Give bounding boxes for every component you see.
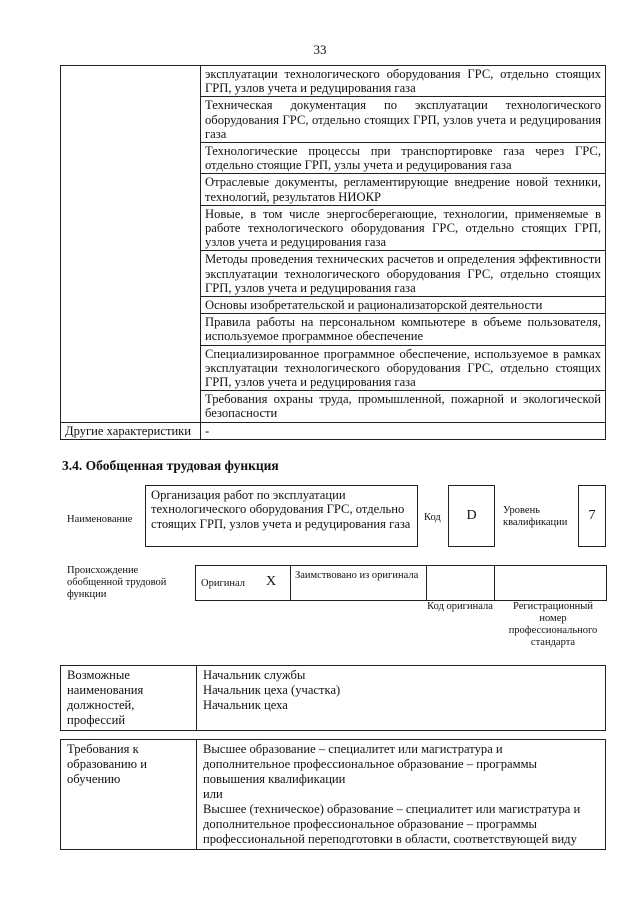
education-line: дополнительное профессиональное образование – программы	[203, 817, 538, 831]
education-line: дополнительное профессиональное образование – программы	[203, 757, 538, 771]
code-box: D	[448, 485, 495, 547]
origin-code-cell	[427, 566, 495, 600]
knowledge-item: Требования охраны труда, промышленной, пожарной и экологической безопасности	[201, 391, 606, 422]
knowledge-item: Техническая документация по эксплуатации технологического оборудования ГРС, отдельно стоящих ГРП, узлов учета и редуцирования газа	[201, 97, 606, 143]
education-line: повышения квалификации	[203, 772, 346, 786]
table-row	[61, 740, 606, 850]
knowledge-item: эксплуатации технологического оборудования ГРС, отдельно стоящих ГРП, узлов учета и редуцирования газа	[201, 66, 606, 97]
education-line: профессиональной переподготовки в области, соответствующей виду	[203, 832, 577, 846]
code-label: Код	[424, 512, 441, 523]
positions-values	[197, 666, 606, 731]
level-label: Уровень квалификации	[503, 505, 568, 528]
position-item: Начальник службы	[203, 668, 306, 682]
knowledge-item: Правила работы на персональном компьютере в объеме пользователя, используемое программное обеспечение	[201, 314, 606, 345]
table-row	[61, 66, 606, 97]
origin-box	[195, 565, 607, 601]
knowledge-item: Отраслевые документы, регламентирующие внедрение новой техники, технологий, результатов НИОКР	[201, 174, 606, 205]
original-cell	[196, 566, 291, 600]
function-name-box: Организация работ по эксплуатации технологического оборудования ГРС, отдельно стоящих ГРП, узлов учета и редуцирования газа	[145, 485, 418, 547]
table-row	[61, 666, 606, 731]
knowledge-item: Методы проведения технических расчетов и определения эффективности эксплуатации технологического оборудования ГРС, отдельно стоящих ГРП, узлов учета и редуцирования газа	[201, 251, 606, 297]
name-label: Наименование	[67, 514, 133, 525]
education-line: Высшее (техническое) образование – специалитет или магистратура и	[203, 802, 581, 816]
education-line: или	[203, 787, 223, 801]
education-line: Высшее образование – специалитет или магистратура и	[203, 742, 503, 756]
knowledge-item: Основы изобретательской и рационализаторской деятельности	[201, 297, 606, 314]
positions-table	[60, 665, 606, 731]
borrowed-label: Заимствовано из оригинала	[295, 570, 419, 581]
level-box: 7	[578, 485, 606, 547]
table-row	[61, 422, 606, 439]
borrowed-cell	[291, 566, 427, 600]
knowledge-item: Специализированное программное обеспечение, используемое в рамках эксплуатации технологического оборудования ГРС, отдельно стоящих ГРП, узлов учета и редуцирования газа	[201, 345, 606, 391]
registration-number-cell	[495, 566, 606, 600]
registration-caption: Регистрационный номер профессионального стандарта	[508, 601, 598, 648]
knowledge-item: Технологические процессы при транспортировке газа через ГРС, отдельно стоящие ГРП, узлы учета и редуцирования газа	[201, 143, 606, 174]
page-number: 33	[313, 42, 327, 57]
knowledge-item: Новые, в том числе энергосберегающие, технологии, применяемые в работе технологического оборудования ГРС, отдельно стоящих ГРП, узлов учета и редуцирования газа	[201, 205, 606, 251]
code-caption: Код оригинала	[427, 601, 493, 612]
other-characteristics-value: -	[201, 422, 606, 439]
original-label: Оригинал	[201, 578, 245, 589]
section-title: 3.4. Обобщенная трудовая функция	[62, 458, 279, 473]
knowledge-table	[60, 65, 606, 440]
position-item: Начальник цеха (участка)	[203, 683, 341, 697]
education-values	[197, 740, 606, 850]
original-mark: X	[266, 574, 277, 589]
positions-label: Возможные наименования должностей, профессий	[61, 666, 197, 731]
empty-label-cell	[61, 66, 201, 423]
other-characteristics-label: Другие характеристики	[61, 422, 201, 439]
education-label: Требования к образованию и обучению	[61, 740, 197, 850]
origin-label: Происхождение обобщенной трудовой функции	[67, 565, 167, 600]
education-table	[60, 739, 606, 850]
position-item: Начальник цеха	[203, 698, 288, 712]
